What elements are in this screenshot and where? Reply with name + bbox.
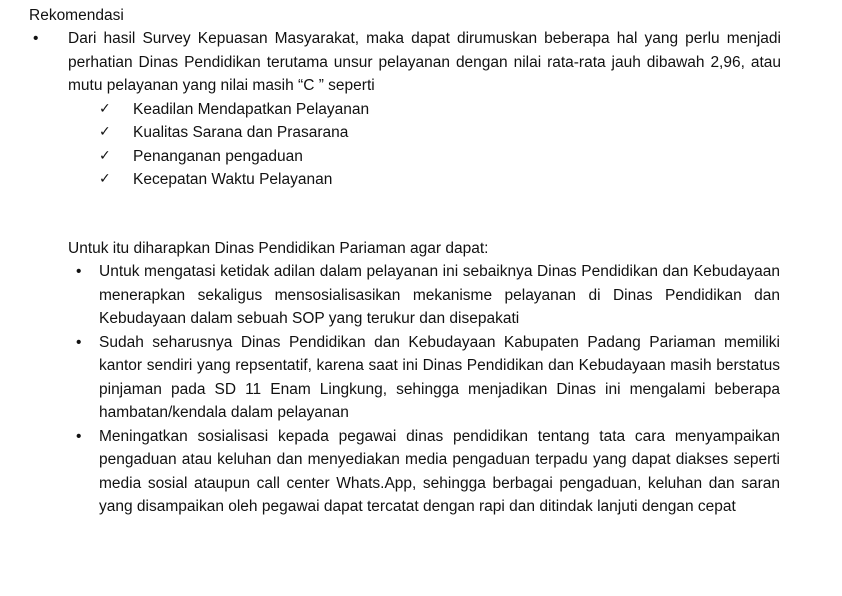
bullet-icon: •	[76, 333, 82, 351]
bullet-icon: •	[76, 263, 82, 280]
checklist	[99, 98, 789, 192]
intro-text: Untuk itu diharapkan Dinas Pendidikan Pariaman agar dapat:	[68, 240, 489, 257]
recommendation-list	[68, 260, 780, 519]
bullet-icon: •	[76, 427, 82, 445]
recommendation-item	[68, 260, 780, 331]
checklist-item-label: Penanganan pengaduan	[133, 147, 303, 165]
recommendation-text: Untuk mengatasi ketidak adilan dalam pelayanan ini sebaiknya Dinas Pendidikan dan Kebudayaan menerapkan sekaligus mensosialisasikan mekanisme pelayanan di Dinas Pendidikan dan Kebudayaan dalam sebuah SOP yang terukur dan disepakati	[99, 263, 780, 327]
checkmark-icon: ✓	[99, 147, 111, 164]
recommendation-text: Meningatkan sosialisasi kepada pegawai dinas pendidikan tentang tata cara menyampaikan pengaduan atau keluhan dan menyediakan media pengaduan terpadu yang dapat diakses seperti media sosial ataupun call center Whats.App, sehingga berbagai pengaduan, keluhan dan saran yang disampaikan oleh pegawai dapat tercatat dengan rapi dan ditindak lanjuti dengan cepat	[99, 427, 780, 515]
recommendation-text: Sudah seharusnya Dinas Pendidikan dan Kebudayaan Kabupaten Padang Pariaman memiliki kantor sendiri yang repsentatif, karena saat ini Dinas Pendidikan dan Kebudayaan masih berstatus pinjaman pada SD 11 Enam Lingkung, sehingga menjadikan Dinas ini mengalami beberapa hambatan/kendala dalam pelayanan	[99, 333, 780, 421]
checklist-item	[99, 98, 789, 122]
checkmark-icon: ✓	[99, 124, 111, 140]
checklist-item-label: Keadilan Mendapatkan Pelayanan	[133, 100, 370, 118]
checkmark-icon: ✓	[99, 171, 111, 187]
checklist-item	[99, 145, 789, 169]
recommendation-item	[68, 331, 780, 425]
bullet-icon: •	[33, 30, 39, 47]
checklist-item	[99, 121, 789, 145]
recommendation-item	[68, 425, 780, 519]
checkmark-icon: ✓	[99, 100, 111, 117]
checklist-item	[99, 168, 789, 192]
checklist-item-label: Kualitas Sarana dan Prasarana	[133, 124, 349, 141]
checklist-item-label: Kecepatan Waktu Pelayanan	[133, 171, 333, 188]
main-bullet	[29, 27, 789, 192]
section-heading: Rekomendasi	[29, 7, 124, 24]
main-bullet-text: Dari hasil Survey Kepuasan Masyarakat, maka dapat dirumuskan beberapa hal yang perlu menjadi perhatian Dinas Pendidikan terutama unsur pelayanan dengan nilai rata-rata jauh dibawah 2,96, atau mutu pelayanan yang nilai masih “C ” seperti	[68, 30, 781, 94]
